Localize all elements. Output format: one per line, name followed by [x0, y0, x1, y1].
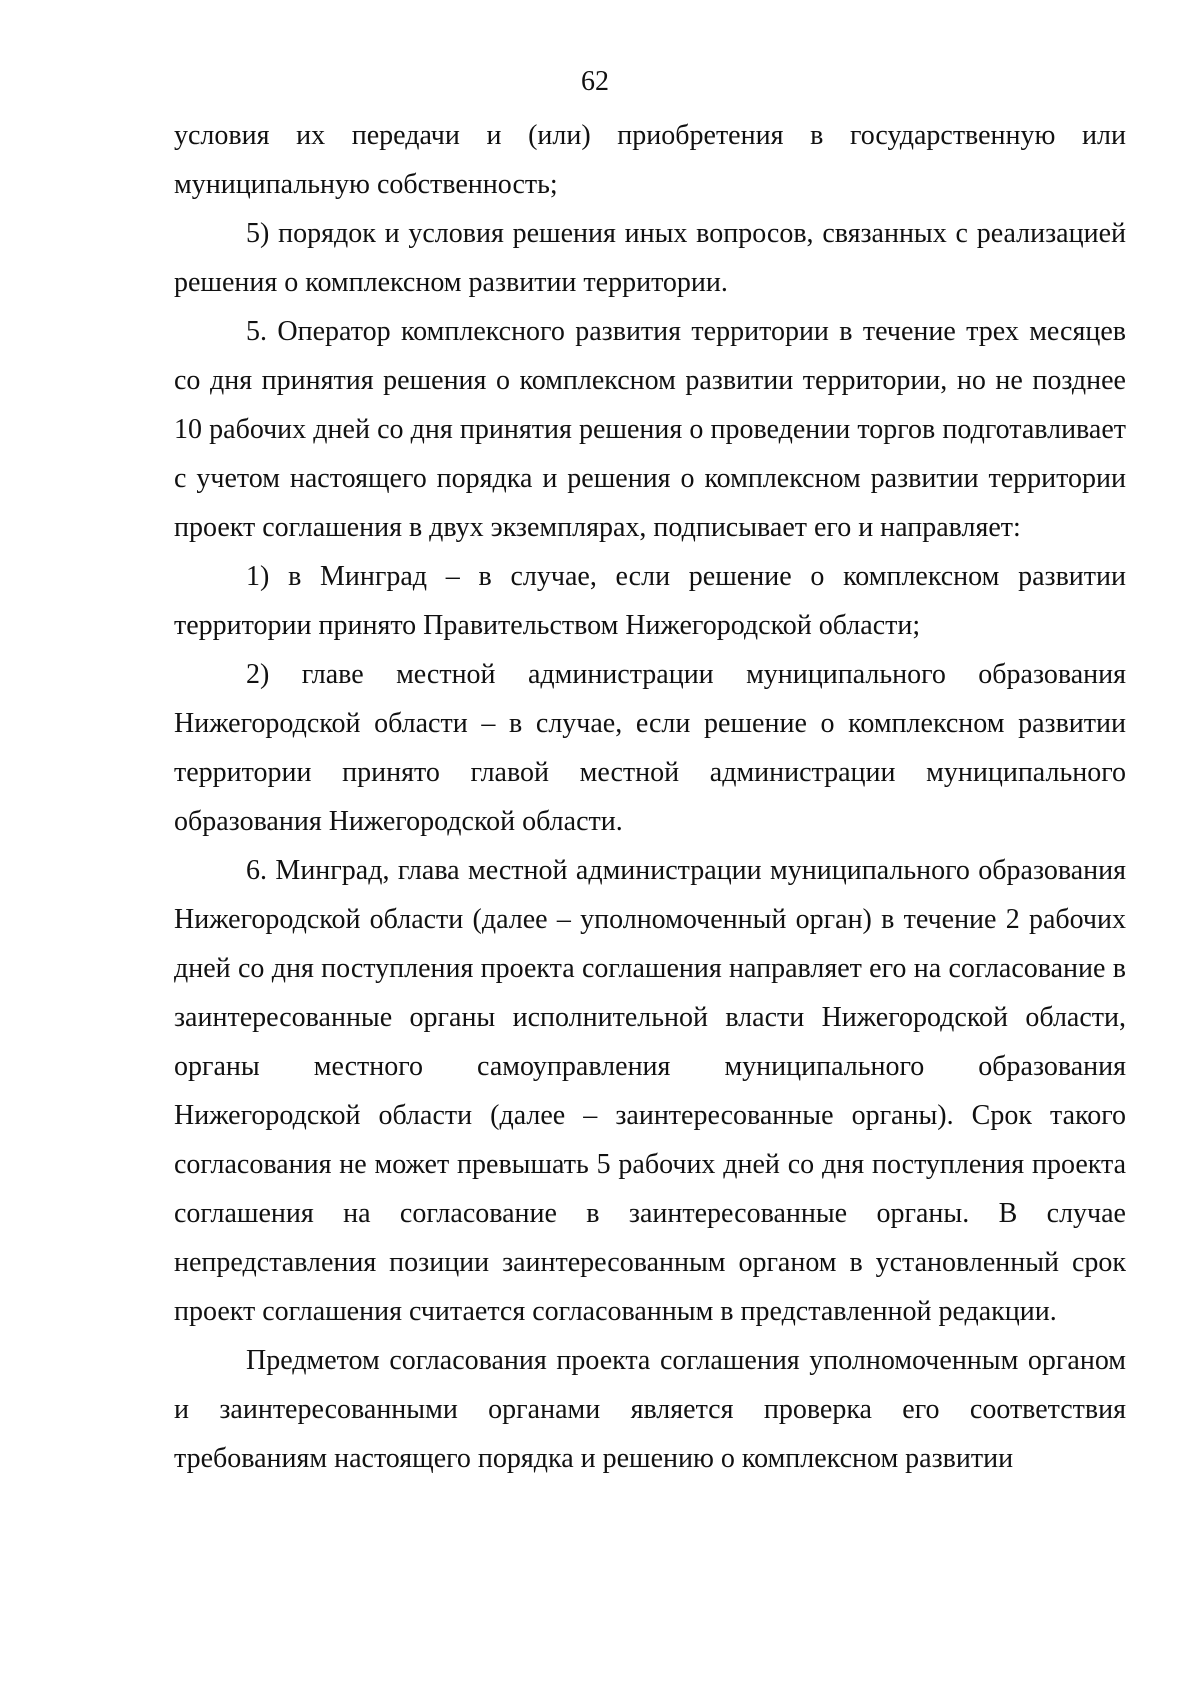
- paragraph-continuation: условия их передачи и (или) приобретения в государственную или муниципальную собственность;: [174, 120, 1126, 200]
- paragraph-item-5: 5) порядок и условия решения иных вопросов, связанных с реализацией решения о комплексном развитии территории.: [174, 218, 1126, 298]
- paragraph-subject-of-approval: Предметом согласования проекта соглашения уполномоченным органом и заинтересованными органами является проверка его соответствия требованиям настоящего порядка и решению о комплексном развитии: [174, 1345, 1126, 1474]
- document-body: [174, 111, 1126, 1483]
- page-number: 62: [581, 66, 609, 97]
- paragraph-section-6: 6. Минград, глава местной администрации муниципального образования Нижегородской области (далее – уполномоченный орган) в течение 2 рабочих дней со дня поступления проекта соглашения направляет его на согласование в заинтересованные органы исполнительной власти Нижегородской области, органы местного самоуправления муниципального образования Нижегородской области (далее – заинтересованные органы). Срок такого согласования не может превышать 5 рабочих дней со дня поступления проекта соглашения на согласование в заинтересованные органы. В случае непредставления позиции заинтересованным органом в установленный срок проект соглашения считается согласованным в представленной редакции.: [174, 855, 1126, 1327]
- paragraph-subitem-1: 1) в Минград – в случае, если решение о комплексном развитии территории принято Правительством Нижегородской области;: [174, 561, 1126, 641]
- paragraph-subitem-2: 2) главе местной администрации муниципального образования Нижегородской области – в случае, если решение о комплексном развитии территории принято главой местной администрации муниципального образования Нижегородской области.: [174, 659, 1126, 837]
- paragraph-section-5: 5. Оператор комплексного развития территории в течение трех месяцев со дня принятия решения о комплексном развитии территории, но не позднее 10 рабочих дней со дня принятия решения о проведении торгов подготавливает с учетом настоящего порядка и решения о комплексном развитии территории проект соглашения в двух экземплярах, подписывает его и направляет:: [174, 316, 1126, 543]
